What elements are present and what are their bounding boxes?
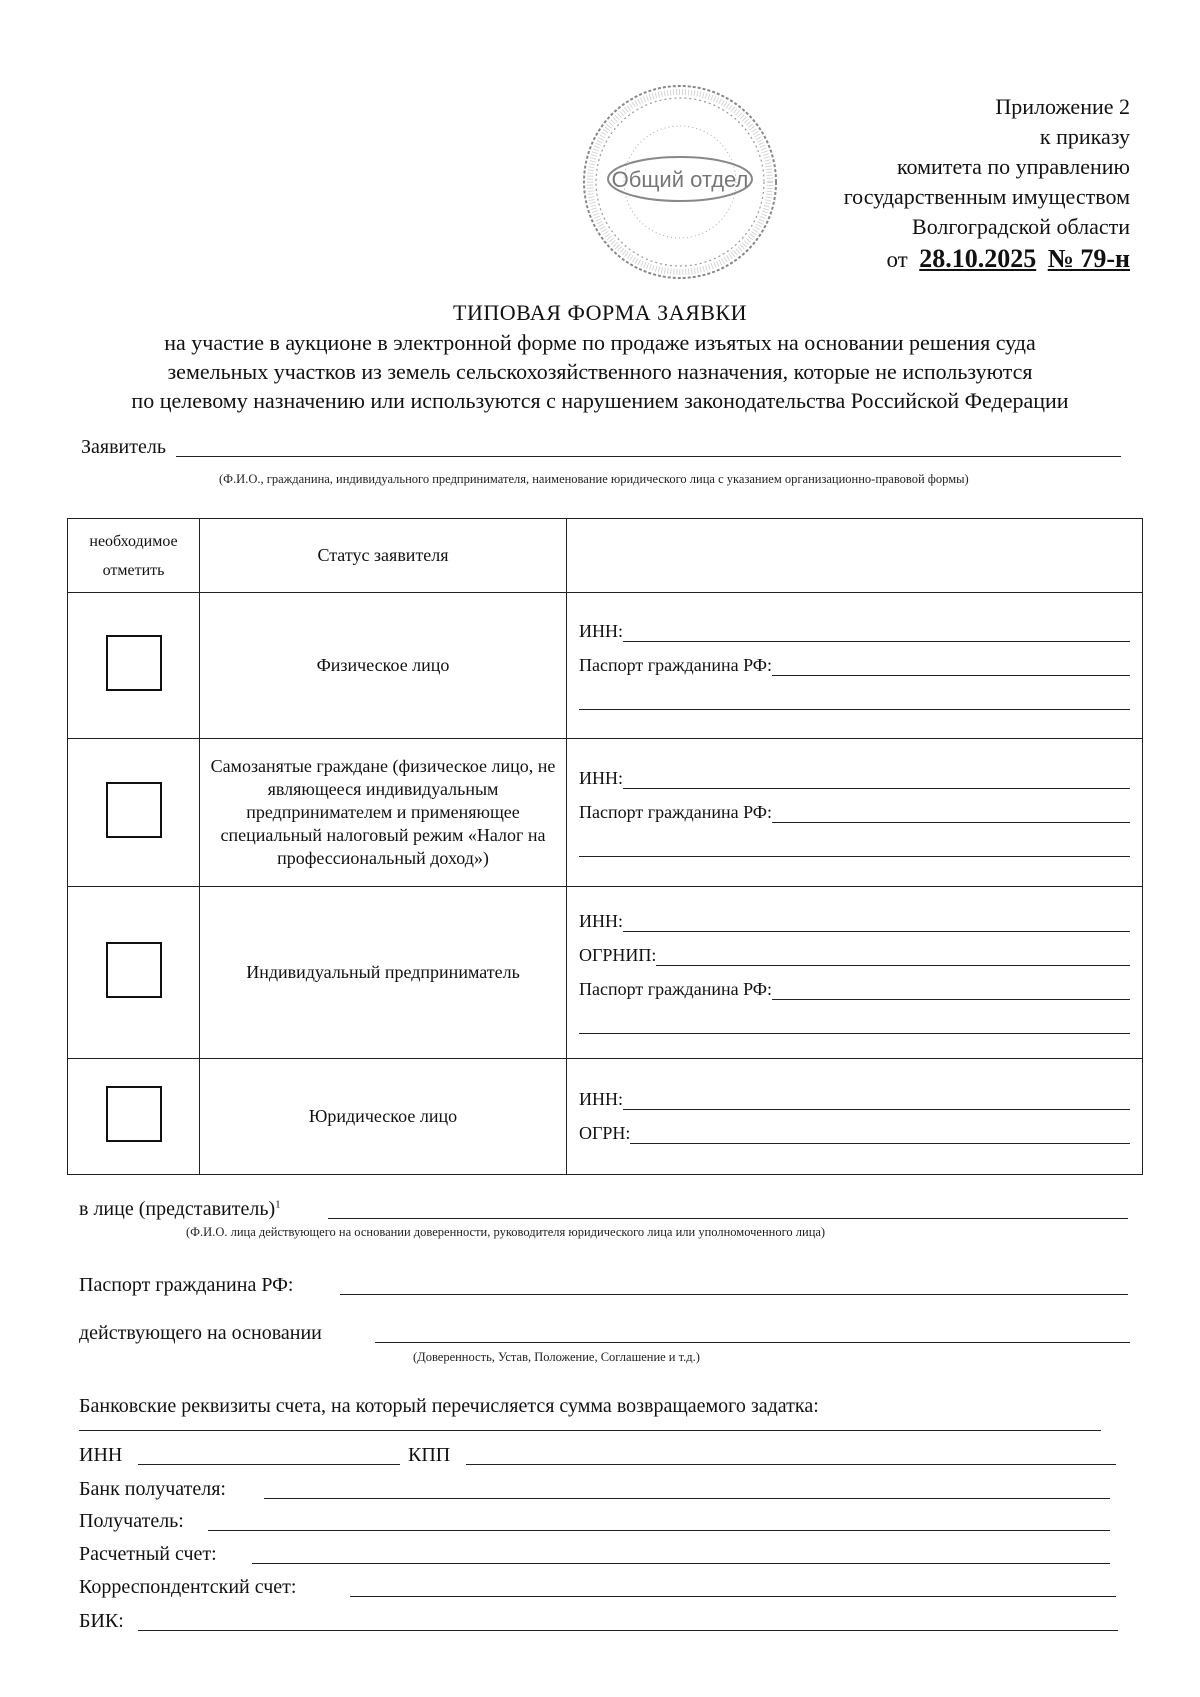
appendix-line: Волгоградской области [912,214,1130,239]
order-date-line [844,244,1130,275]
ogrn-field[interactable]: ОГРН: [567,1117,1142,1151]
bank-inn-field[interactable] [138,1464,400,1465]
bank-kpp-field[interactable] [466,1464,1116,1465]
status-cell: Физическое лицо [200,593,567,739]
bik-label: БИК: [79,1610,124,1632]
applicant-field[interactable] [176,456,1121,457]
subtitle-line: по целевому назначению или используются с нарушением законодательства Российской Федерации [131,388,1069,413]
fields-cell [567,887,1143,1059]
date-prefix: от [886,247,908,272]
representative-field[interactable] [328,1218,1128,1219]
corr-account-field[interactable] [350,1596,1116,1597]
subtitle-line: земельных участков из земель сельскохозяйственного назначения, которые не используются [167,359,1033,384]
bik-field[interactable] [138,1630,1118,1631]
mark-cell [68,887,200,1059]
mark-cell [68,739,200,887]
recipient-field[interactable] [208,1530,1110,1531]
inn-field[interactable]: ИНН: [567,905,1142,939]
appendix-header [844,92,1130,275]
appendix-line: государственным имуществом [843,184,1130,209]
representative-label: в лице (представитель)$^1$ [79,1198,281,1220]
department-stamp [580,82,780,282]
mark-cell [68,1059,200,1175]
stamp-text: Общий отдел [611,167,749,192]
bank-heading: Банковские реквизиты счета, на который перечисляется сумма возвращаемого задатка: [79,1395,819,1417]
header-empty-cell [567,519,1143,593]
appendix-line: комитета по управлению [896,154,1130,179]
appendix-line: к приказу [1039,124,1130,149]
status-cell: Самозанятые граждане (физическое лицо, не являющееся индивидуальным предпринимателем и применяющее специальный налоговый режим «Налог на профессиональный доход») [200,739,567,887]
footnote-mark: 1 [275,1198,281,1211]
fields-cell [567,739,1143,887]
extra-line-field[interactable] [567,1007,1142,1041]
self-employed-checkbox[interactable] [106,782,162,838]
inn-field[interactable]: ИНН: [567,615,1142,649]
table-header-row [68,519,1143,593]
representative-note: (Ф.И.О. лица действующего на основании доверенности, руководителя юридического лица или уполномоченного лица) [186,1225,826,1239]
table-row [68,887,1143,1059]
inn-field[interactable]: ИНН: [567,762,1142,796]
bank-inn-label: ИНН [79,1444,123,1466]
header-status-cell: Статус заявителя [200,519,567,593]
bank-name-field[interactable] [264,1498,1110,1499]
corr-account-label: Корреспондентский счет: [79,1576,297,1598]
appendix-line: Приложение 2 [995,94,1130,119]
applicant-label: Заявитель [81,436,166,458]
rep-passport-label: Паспорт гражданина РФ: [79,1274,294,1296]
header-mark-cell: необходимое отметить [68,519,200,593]
rep-passport-field[interactable] [340,1294,1128,1295]
status-cell: Юридическое лицо [200,1059,567,1175]
basis-field[interactable] [375,1342,1130,1343]
legal-entity-checkbox[interactable] [106,1086,162,1142]
table-row [68,593,1143,739]
status-cell: Индивидуальный предприниматель [200,887,567,1059]
account-field[interactable] [252,1563,1110,1564]
applicant-note: (Ф.И.О., гражданина, индивидуального предпринимателя, наименование юридического лица с указанием организационно-правовой формы) [219,472,969,486]
fields-cell [567,593,1143,739]
order-number: № 79-н [1047,244,1130,273]
form-subtitle [0,328,1200,415]
extra-line-field[interactable] [567,683,1142,717]
form-title: ТИПОВАЯ ФОРМА ЗАЯВКИ [453,300,747,325]
recipient-label: Получатель: [79,1510,184,1532]
table-row [68,1059,1143,1175]
mark-cell [68,593,200,739]
order-date: 28.10.2025 [919,244,1037,273]
bank-extra-line[interactable] [79,1430,1101,1431]
bank-kpp-label: КПП [408,1444,451,1466]
passport-field[interactable]: Паспорт гражданина РФ: [567,649,1142,683]
bank-name-label: Банк получателя: [79,1478,226,1500]
status-table [67,518,1143,1175]
entrepreneur-checkbox[interactable] [106,942,162,998]
basis-label: действующего на основании [79,1322,322,1344]
passport-field[interactable]: Паспорт гражданина РФ: [567,796,1142,830]
table-row [68,739,1143,887]
inn-field[interactable]: ИНН: [567,1083,1142,1117]
individual-checkbox[interactable] [106,635,162,691]
extra-line-field[interactable] [567,830,1142,864]
basis-note: (Доверенность, Устав, Положение, Соглашение и т.д.) [413,1350,700,1364]
passport-field[interactable]: Паспорт гражданина РФ: [567,973,1142,1007]
ogrnip-field[interactable]: ОГРНИП: [567,939,1142,973]
fields-cell [567,1059,1143,1175]
subtitle-line: на участие в аукционе в электронной форме по продаже изъятых на основании решения суда [164,330,1036,355]
account-label: Расчетный счет: [79,1543,217,1565]
